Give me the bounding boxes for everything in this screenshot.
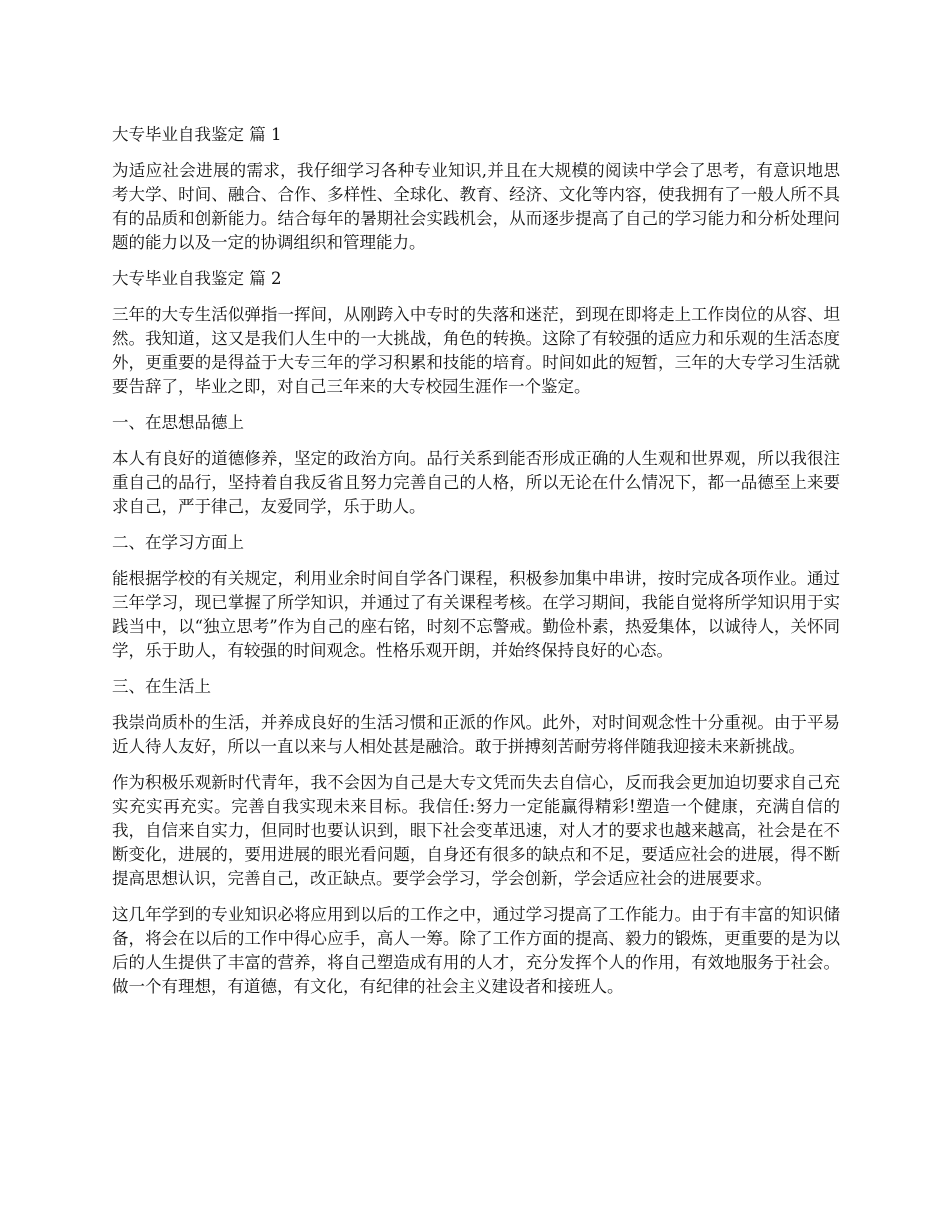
subheading-moral: 一、在思想品德上 bbox=[112, 413, 244, 432]
paragraph-essay-1: 为适应社会进展的需求，我仔细学习各种专业知识,并且在大规模的阅读中学会了思考，有意识地思考大学、时间、融合、合作、多样性、全球化、教育、经济、文化等内容，使我拥有了一般人所不具有的品质和创新能力。结合每年的暑期社会实践机会，从而逐步提高了自己的学习能力和分析处理问题的能力以及一定的协调组织和管理能力。 bbox=[112, 161, 840, 252]
paragraph-moral: 本人有良好的道德修养，坚定的政治方向。品行关系到能否形成正确的人生观和世界观，所以我很注重自己的品行，坚持着自我反省且努力完善自己的人格，所以无论在什么情况下，都一品德至上来要求自己，严于律己，友爱同学，乐于助人。 bbox=[112, 449, 840, 516]
subheading-life: 三、在生活上 bbox=[112, 677, 211, 696]
paragraph-conclusion: 这几年学到的专业知识必将应用到以后的工作之中，通过学习提高了工作能力。由于有丰富的知识储备，将会在以后的工作中得心应手，高人一筹。除了工作方面的提高、毅力的锻炼，更重要的是为以后的人生提供了丰富的营养，将自己塑造成有用的人才，充分发挥个人的作用，有效地服务于社会。做一个有理想，有道德，有文化，有纪律的社会主义建设者和接班人。 bbox=[112, 905, 840, 996]
section-heading-essay-1: 大专毕业自我鉴定 篇 1 bbox=[112, 125, 282, 144]
paragraph-life: 我崇尚质朴的生活，并养成良好的生活习惯和正派的作风。此外，对时间观念性十分重视。由于平易近人待人友好，所以一直以来与人相处甚是融洽。敢于拼搏刻苦耐劳将伴随我迎接未来新挑战。 bbox=[112, 713, 840, 756]
section-heading-essay-2: 大专毕业自我鉴定 篇 2 bbox=[112, 269, 282, 288]
subheading-study: 二、在学习方面上 bbox=[112, 533, 244, 552]
document-body bbox=[112, 123, 840, 1011]
paragraph-confidence: 作为积极乐观新时代青年，我不会因为自己是大专文凭而失去自信心，反而我会更加迫切要求自己充实充实再充实。完善自我实现未来目标。我信任:努力一定能赢得精彩!塑造一个健康，充满自信的我，自信来自实力，但同时也要认识到，眼下社会变革迅速，对人才的要求也越来越高，社会是在不断变化，进展的，要用进展的眼光看问题，自身还有很多的缺点和不足，要适应社会的进展，得不断提高思想认识，完善自己，改正缺点。要学会学习，学会创新，学会适应社会的进展要求。 bbox=[112, 773, 840, 888]
paragraph-study: 能根据学校的有关规定，利用业余时间自学各门课程，积极参加集中串讲，按时完成各项作业。通过三年学习，现已掌握了所学知识，并通过了有关课程考核。在学习期间，我能自觉将所学知识用于实践当中，以“独立思考”作为自己的座右铭，时刻不忘警戒。勤俭朴素，热爱集体，以诚待人，关怀同学，乐于助人，有较强的时间观念。性格乐观开朗，并始终保持良好的心态。 bbox=[112, 569, 840, 660]
paragraph-intro: 三年的大专生活似弹指一挥间，从刚跨入中专时的失落和迷茫，到现在即将走上工作岗位的从容、坦然。我知道，这又是我们人生中的一大挑战，角色的转换。这除了有较强的适应力和乐观的生活态度外，更重要的是得益于大专三年的学习积累和技能的培育。时间如此的短暂，三年的大专学习生活就要告辞了，毕业之即，对自己三年来的大专校园生涯作一个鉴定。 bbox=[112, 305, 840, 396]
